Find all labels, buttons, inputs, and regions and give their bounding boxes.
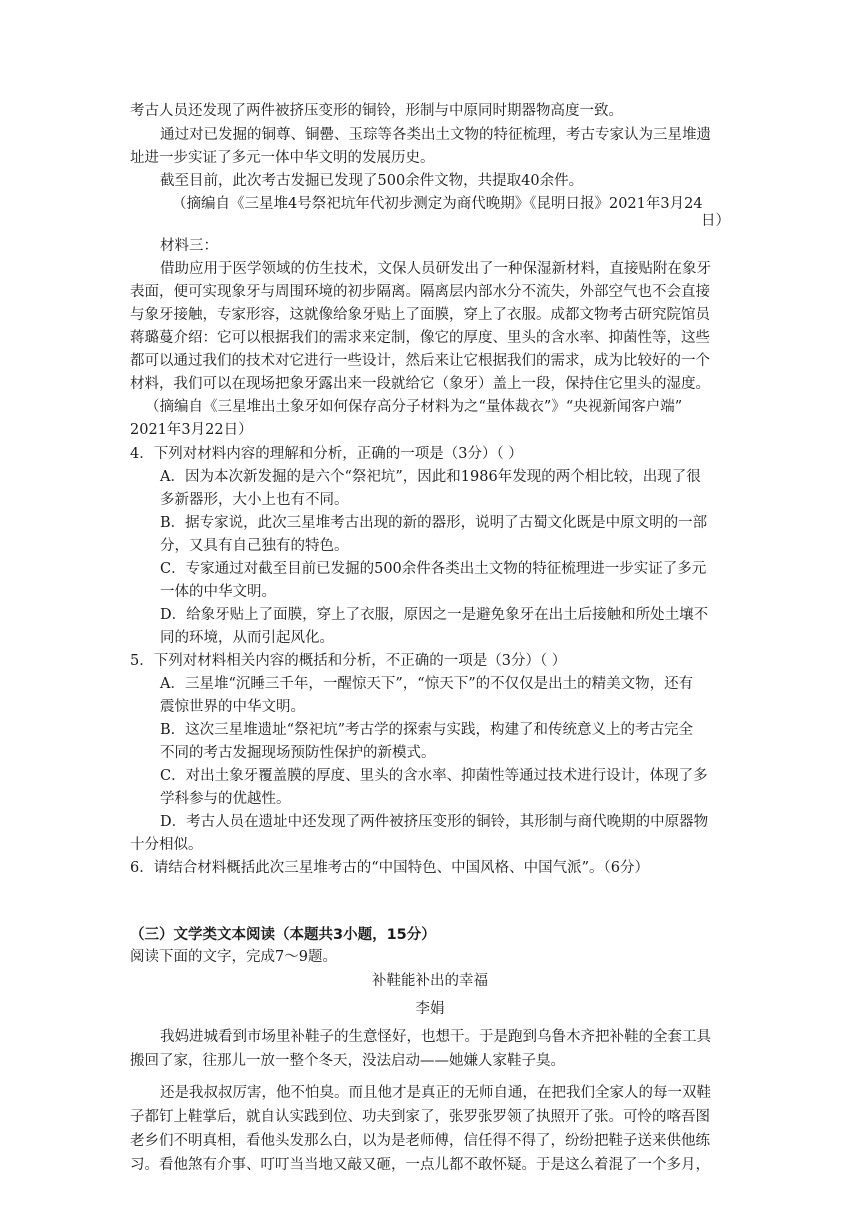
section-instruction: 阅读下面的文字，完成7～9题。 — [130, 949, 337, 965]
article-author: 李娟 — [415, 1001, 445, 1017]
text-line: 老乡们不明真相，看他头发那么白，以为是老师傅，信任得不得了，纷纷把鞋子送来供他练 — [130, 1133, 710, 1149]
source-citation: 日） — [701, 213, 730, 229]
question-4-stem: 4．下列对材料内容的理解和分析，正确的一项是（3分）（ ） — [130, 446, 523, 462]
text-line: 子都钉上鞋掌后，就自认实践到位、功夫到家了，张罗张罗领了执照开了张。可怜的喀吾图 — [130, 1109, 710, 1125]
q4-option-c: 一体的中华文明。 — [160, 584, 276, 600]
material-heading: 材料三： — [160, 238, 218, 254]
q5-option-d: 十分相似。 — [130, 837, 203, 853]
text-line: 习。看他煞有介事、叮叮当当地又敲又砸，一点儿都不敢怀疑。于是这么着混了一个多月， — [130, 1157, 710, 1173]
question-6: 6．请结合材料概括此次三星堆考古的“中国特色、中国风格、中国气派”。（6分） — [130, 860, 650, 876]
text-line: 址进一步实证了多元一体中华文明的发展历史。 — [130, 150, 435, 166]
text-line: 搬回了家，往那儿一放一整个冬天，没法启动——她嫌人家鞋子臭。 — [130, 1053, 565, 1069]
text-line: 与象牙接触，专家形容，这就像给象牙贴上了面膜，穿上了衣服。成都文物考古研究院馆员 — [130, 307, 710, 323]
text-line: 材料，我们可以在现场把象牙露出来一段就给它（象牙）盖上一段，保持住它里头的湿度。 — [130, 376, 710, 392]
question-5-stem: 5．下列对材料相关内容的概括和分析，不正确的一项是（3分）（ ） — [130, 653, 567, 669]
q4-option-c: C．专家通过对截至目前已发掘的500余件各类出土文物的特征梳理进一步实证了多元 — [160, 561, 707, 577]
q4-option-d: D．给象牙贴上了面膜，穿上了衣服，原因之一是避免象牙在出土后接触和所处土壤不 — [160, 607, 709, 623]
text-line: 都可以通过我们的技术对它进行一些设计，然后来让它根据我们的需求，成为比较好的一个 — [130, 353, 710, 369]
text-line: 考古人员还发现了两件被挤压变形的铜铃，形制与中原同时期器物高度一致。 — [130, 103, 623, 119]
q5-option-b: 不同的考古发掘现场预防性保护的新模式。 — [160, 745, 436, 761]
q5-option-c: 学科参与的优越性。 — [160, 791, 291, 807]
text-line: 通过对已发掘的铜尊、铜罍、玉琮等各类出土文物的特征梳理，考古专家认为三星堆遗 — [160, 127, 711, 143]
text-line: 我妈进城看到市场里补鞋子的生意怪好，也想干。于是跑到乌鲁木齐把补鞋的全套工具 — [160, 1029, 711, 1045]
section-heading: （三）文学类文本阅读（本题共3小题，15分） — [130, 927, 436, 943]
q4-option-a: 多新器形，大小上也有不同。 — [160, 492, 349, 508]
q4-option-b: 分，又具有自己独有的特色。 — [160, 538, 349, 554]
q5-option-a: 震惊世界的中华文明。 — [160, 699, 305, 715]
q5-option-a: A．三星堆“沉睡三千年，一醒惊天下”，“惊天下”的不仅仅是出土的精美文物，还有 — [160, 676, 694, 692]
source-citation: （摘编自《三星堆出土象牙如何保存高分子材料为之“量体裁衣”》“央视新闻客户端” — [145, 399, 683, 415]
q5-option-b: B．这次三星堆遗址“祭祀坑”考古学的探索与实践，构建了和传统意义上的考古完全 — [160, 722, 693, 738]
q4-option-d: 同的环境，从而引起风化。 — [160, 630, 334, 646]
text-line: 还是我叔叔厉害，他不怕臭。而且他才是真正的无师自通，在把我们全家人的每一双鞋 — [160, 1085, 711, 1101]
q4-option-a: A．因为本次新发掘的是六个“祭祀坑”，因此和1986年发现的两个相比较，出现了很 — [160, 469, 701, 485]
source-citation: 2021年3月22日） — [130, 422, 253, 438]
text-line: 借助应用于医学领域的仿生技术，文保人员研发出了一种保湿新材料，直接贴附在象牙 — [160, 261, 711, 277]
source-citation: （摘编自《三星堆4号祭祀坑年代初步测定为商代晚期》《昆明日报》2021年3月24 — [172, 196, 703, 212]
text-line: 表面，便可实现象牙与周围环境的初步隔离。隔离层内部水分不流失，外部空气也不会直接 — [130, 284, 710, 300]
q5-option-c: C．对出土象牙覆盖膜的厚度、里头的含水率、抑菌性等通过技术进行设计，体现了多 — [160, 768, 708, 784]
text-line: 截至目前，此次考古发掘已发现了500余件文物，共提取40余件。 — [160, 173, 584, 189]
text-line: 蒋璐蔓介绍：它可以根据我们的需求来定制，像它的厚度、里头的含水率、抑菌性等，这些 — [130, 330, 710, 346]
q5-option-d: D．考古人员在遗址中还发现了两件被挤压变形的铜铃，其形制与商代晚期的中原器物 — [160, 814, 709, 830]
article-title: 补鞋能补出的幸福 — [372, 973, 488, 989]
q4-option-b: B．据专家说，此次三星堆考古出现的新的器形，说明了古蜀文化既是中原文明的一部 — [160, 515, 708, 531]
